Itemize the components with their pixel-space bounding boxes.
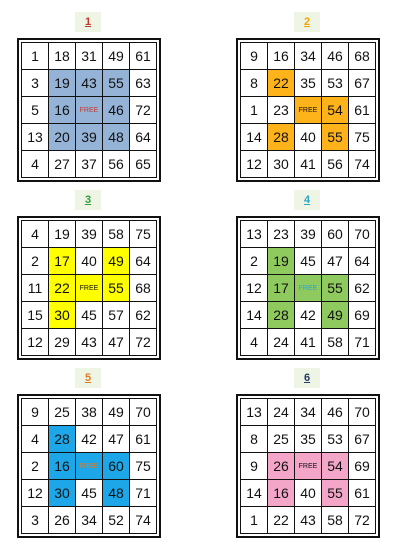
number-cell: 48 bbox=[103, 124, 130, 151]
grid-row bbox=[241, 275, 376, 302]
number-cell: 41 bbox=[295, 151, 322, 178]
number-cell: 65 bbox=[130, 151, 157, 178]
grid-row bbox=[241, 151, 376, 178]
number-cell: 49 bbox=[103, 248, 130, 275]
number-cell: 72 bbox=[349, 507, 376, 534]
number-cell: 30 bbox=[268, 151, 295, 178]
number-cell: 49 bbox=[103, 399, 130, 426]
number-cell: 23 bbox=[268, 97, 295, 124]
number-cell: 18 bbox=[49, 43, 76, 70]
number-cell: 74 bbox=[349, 151, 376, 178]
number-cell: 28 bbox=[268, 124, 295, 151]
number-cell: 12 bbox=[22, 480, 49, 507]
number-cell: 16 bbox=[268, 43, 295, 70]
number-cell: 9 bbox=[22, 399, 49, 426]
number-cell: 48 bbox=[103, 480, 130, 507]
number-cell: 34 bbox=[76, 507, 103, 534]
grid-row bbox=[241, 507, 376, 534]
card-number: 6 bbox=[294, 368, 320, 388]
card-number: 4 bbox=[294, 190, 320, 210]
bingo-card bbox=[236, 368, 386, 540]
number-cell: 24 bbox=[268, 329, 295, 356]
number-cell: 75 bbox=[130, 453, 157, 480]
number-cell: 40 bbox=[295, 480, 322, 507]
number-cell: 8 bbox=[241, 70, 268, 97]
grid-row bbox=[22, 399, 157, 426]
number-cell: 19 bbox=[49, 221, 76, 248]
number-cell: 56 bbox=[322, 151, 349, 178]
card-number: 1 bbox=[75, 12, 101, 32]
number-cell: 60 bbox=[322, 221, 349, 248]
number-cell: 58 bbox=[322, 507, 349, 534]
free-cell: FREE bbox=[295, 97, 322, 124]
number-cell: 54 bbox=[322, 97, 349, 124]
number-cell: 22 bbox=[49, 275, 76, 302]
number-cell: 55 bbox=[322, 124, 349, 151]
number-cell: 34 bbox=[295, 43, 322, 70]
number-cell: 2 bbox=[241, 248, 268, 275]
number-cell: 16 bbox=[268, 480, 295, 507]
number-cell: 31 bbox=[76, 43, 103, 70]
number-cell: 62 bbox=[349, 275, 376, 302]
grid-row bbox=[241, 97, 376, 124]
number-cell: 17 bbox=[268, 275, 295, 302]
number-cell: 1 bbox=[241, 507, 268, 534]
number-cell: 2 bbox=[22, 453, 49, 480]
grid-row bbox=[22, 151, 157, 178]
card-grid bbox=[17, 394, 161, 538]
grid-row bbox=[241, 248, 376, 275]
number-cell: 26 bbox=[268, 453, 295, 480]
number-cell: 57 bbox=[103, 302, 130, 329]
number-cell: 25 bbox=[49, 399, 76, 426]
number-cell: 22 bbox=[268, 507, 295, 534]
number-cell: 35 bbox=[295, 426, 322, 453]
grid-row bbox=[241, 124, 376, 151]
number-cell: 54 bbox=[322, 453, 349, 480]
number-cell: 75 bbox=[130, 221, 157, 248]
number-cell: 47 bbox=[103, 329, 130, 356]
number-cell: 43 bbox=[76, 70, 103, 97]
number-cell: 4 bbox=[22, 221, 49, 248]
number-cell: 45 bbox=[295, 248, 322, 275]
grid-row bbox=[241, 302, 376, 329]
number-cell: 42 bbox=[76, 426, 103, 453]
grid-row bbox=[22, 43, 157, 70]
number-cell: 30 bbox=[49, 480, 76, 507]
grid-row bbox=[22, 124, 157, 151]
number-cell: 62 bbox=[130, 302, 157, 329]
free-cell: FREE bbox=[295, 275, 322, 302]
number-cell: 63 bbox=[130, 70, 157, 97]
number-cell: 41 bbox=[295, 329, 322, 356]
grid-row bbox=[22, 221, 157, 248]
number-cell: 68 bbox=[130, 275, 157, 302]
number-cell: 19 bbox=[49, 70, 76, 97]
number-cell: 40 bbox=[295, 124, 322, 151]
number-cell: 61 bbox=[130, 426, 157, 453]
number-cell: 38 bbox=[76, 399, 103, 426]
number-cell: 14 bbox=[241, 480, 268, 507]
number-cell: 69 bbox=[349, 453, 376, 480]
number-cell: 67 bbox=[349, 70, 376, 97]
number-cell: 29 bbox=[49, 329, 76, 356]
grid-row bbox=[22, 453, 157, 480]
bingo-card bbox=[17, 190, 167, 362]
number-cell: 72 bbox=[130, 97, 157, 124]
number-cell: 43 bbox=[295, 507, 322, 534]
grid-row bbox=[22, 329, 157, 356]
grid-row bbox=[241, 43, 376, 70]
number-cell: 61 bbox=[349, 97, 376, 124]
number-cell: 71 bbox=[349, 329, 376, 356]
number-cell: 28 bbox=[268, 302, 295, 329]
number-cell: 60 bbox=[103, 453, 130, 480]
number-cell: 46 bbox=[103, 97, 130, 124]
card-grid bbox=[236, 216, 380, 360]
number-cell: 53 bbox=[322, 426, 349, 453]
number-cell: 14 bbox=[241, 302, 268, 329]
number-cell: 39 bbox=[76, 124, 103, 151]
number-cell: 55 bbox=[322, 480, 349, 507]
number-cell: 16 bbox=[49, 453, 76, 480]
number-cell: 53 bbox=[322, 70, 349, 97]
number-cell: 12 bbox=[22, 329, 49, 356]
number-cell: 23 bbox=[268, 221, 295, 248]
free-cell: FREE bbox=[76, 275, 103, 302]
number-cell: 47 bbox=[322, 248, 349, 275]
bingo-card bbox=[236, 12, 386, 184]
number-cell: 71 bbox=[130, 480, 157, 507]
grid-row bbox=[241, 453, 376, 480]
card-grid bbox=[236, 38, 380, 182]
number-cell: 43 bbox=[76, 329, 103, 356]
grid-row bbox=[241, 399, 376, 426]
grid-row bbox=[22, 507, 157, 534]
free-cell: FREE bbox=[76, 453, 103, 480]
grid-row bbox=[22, 426, 157, 453]
grid-row bbox=[22, 97, 157, 124]
number-cell: 55 bbox=[322, 275, 349, 302]
number-cell: 45 bbox=[76, 302, 103, 329]
free-cell: FREE bbox=[295, 453, 322, 480]
number-cell: 16 bbox=[49, 97, 76, 124]
number-cell: 49 bbox=[322, 302, 349, 329]
number-cell: 9 bbox=[241, 453, 268, 480]
number-cell: 5 bbox=[22, 97, 49, 124]
number-cell: 75 bbox=[349, 124, 376, 151]
card-grid bbox=[17, 38, 161, 182]
number-cell: 39 bbox=[76, 221, 103, 248]
number-cell: 39 bbox=[295, 221, 322, 248]
grid-row bbox=[22, 70, 157, 97]
free-cell: FREE bbox=[76, 97, 103, 124]
number-cell: 64 bbox=[130, 124, 157, 151]
card-grid bbox=[17, 216, 161, 360]
number-cell: 24 bbox=[268, 399, 295, 426]
grid-row bbox=[22, 302, 157, 329]
number-cell: 34 bbox=[295, 399, 322, 426]
number-cell: 19 bbox=[268, 248, 295, 275]
number-cell: 64 bbox=[349, 248, 376, 275]
number-cell: 13 bbox=[22, 124, 49, 151]
number-cell: 52 bbox=[103, 507, 130, 534]
bingo-card bbox=[236, 190, 386, 362]
number-cell: 61 bbox=[349, 480, 376, 507]
number-cell: 9 bbox=[241, 43, 268, 70]
number-cell: 70 bbox=[130, 399, 157, 426]
number-cell: 46 bbox=[322, 43, 349, 70]
number-cell: 64 bbox=[130, 248, 157, 275]
number-cell: 49 bbox=[103, 43, 130, 70]
number-cell: 26 bbox=[49, 507, 76, 534]
number-cell: 4 bbox=[22, 151, 49, 178]
number-cell: 46 bbox=[322, 399, 349, 426]
number-cell: 20 bbox=[49, 124, 76, 151]
number-cell: 30 bbox=[49, 302, 76, 329]
number-cell: 42 bbox=[295, 302, 322, 329]
number-cell: 72 bbox=[130, 329, 157, 356]
number-cell: 47 bbox=[103, 426, 130, 453]
grid-row bbox=[241, 329, 376, 356]
number-cell: 11 bbox=[22, 275, 49, 302]
grid-row bbox=[241, 480, 376, 507]
grid-row bbox=[241, 426, 376, 453]
number-cell: 45 bbox=[76, 480, 103, 507]
number-cell: 70 bbox=[349, 221, 376, 248]
number-cell: 4 bbox=[241, 329, 268, 356]
number-cell: 22 bbox=[268, 70, 295, 97]
number-cell: 68 bbox=[349, 43, 376, 70]
number-cell: 28 bbox=[49, 426, 76, 453]
number-cell: 25 bbox=[268, 426, 295, 453]
number-cell: 12 bbox=[241, 275, 268, 302]
number-cell: 67 bbox=[349, 426, 376, 453]
card-number: 2 bbox=[294, 12, 320, 32]
number-cell: 56 bbox=[103, 151, 130, 178]
number-cell: 61 bbox=[130, 43, 157, 70]
grid-row bbox=[241, 70, 376, 97]
number-cell: 13 bbox=[241, 399, 268, 426]
number-cell: 3 bbox=[22, 507, 49, 534]
number-cell: 27 bbox=[49, 151, 76, 178]
number-cell: 37 bbox=[76, 151, 103, 178]
number-cell: 3 bbox=[22, 70, 49, 97]
number-cell: 40 bbox=[76, 248, 103, 275]
number-cell: 74 bbox=[130, 507, 157, 534]
grid-row bbox=[241, 221, 376, 248]
number-cell: 2 bbox=[22, 248, 49, 275]
number-cell: 8 bbox=[241, 426, 268, 453]
number-cell: 17 bbox=[49, 248, 76, 275]
number-cell: 15 bbox=[22, 302, 49, 329]
number-cell: 58 bbox=[322, 329, 349, 356]
number-cell: 69 bbox=[349, 302, 376, 329]
bingo-card bbox=[17, 368, 167, 540]
number-cell: 4 bbox=[22, 426, 49, 453]
card-number: 3 bbox=[75, 190, 101, 210]
number-cell: 1 bbox=[241, 97, 268, 124]
card-number: 5 bbox=[75, 368, 101, 388]
number-cell: 58 bbox=[103, 221, 130, 248]
bingo-card bbox=[17, 12, 167, 184]
number-cell: 35 bbox=[295, 70, 322, 97]
grid-row bbox=[22, 248, 157, 275]
number-cell: 12 bbox=[241, 151, 268, 178]
grid-row bbox=[22, 275, 157, 302]
card-grid bbox=[236, 394, 380, 538]
number-cell: 14 bbox=[241, 124, 268, 151]
number-cell: 70 bbox=[349, 399, 376, 426]
number-cell: 55 bbox=[103, 70, 130, 97]
number-cell: 13 bbox=[241, 221, 268, 248]
number-cell: 1 bbox=[22, 43, 49, 70]
number-cell: 55 bbox=[103, 275, 130, 302]
grid-row bbox=[22, 480, 157, 507]
